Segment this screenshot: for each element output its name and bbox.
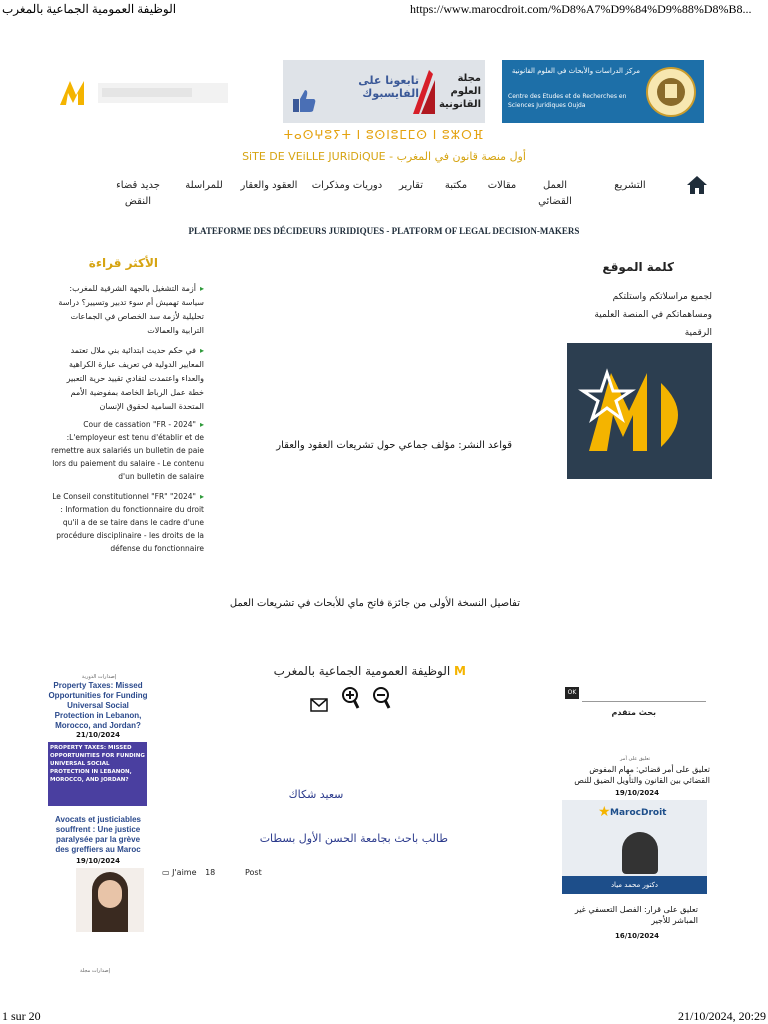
- center-text-ar: مركز الدراسات والأبحاث في العلوم القانونية: [511, 67, 640, 75]
- image-brand: MarocDroit: [610, 808, 667, 818]
- bullet-icon: ▸: [199, 346, 204, 355]
- nav-item-cassation[interactable]: جديد قضاء النقض: [116, 180, 160, 207]
- left-article-date: 21/10/2024: [75, 731, 121, 739]
- facebook-text: تابعونا على الفايسبوك: [358, 74, 419, 100]
- left-article-title[interactable]: Property Taxes: Missed Opportunities for Funding Universal Social Protection in Lebanon, Morocco, and Jordan?: [48, 681, 148, 730]
- center-emblem-icon: [644, 66, 698, 118]
- right-article-date: 19/10/2024: [614, 789, 660, 797]
- image-caption: دكتور محمد مياد: [562, 876, 707, 894]
- journal-text: مجلة العلوم القانونية: [438, 73, 481, 110]
- thumbs-up-icon: [291, 88, 317, 114]
- bullet-icon: ▸: [199, 492, 204, 501]
- like-icon: ▭: [162, 868, 170, 877]
- right-article-title[interactable]: تعليق على أمر قضائي: مهام المفوض القضائي بين القانون والتأويل الضيق للنص: [574, 765, 710, 785]
- research-center-banner[interactable]: [502, 60, 704, 123]
- marocdroit-logo-icon: [58, 75, 238, 109]
- post-button[interactable]: Post: [245, 868, 262, 877]
- site-logo[interactable]: [58, 75, 238, 109]
- left-article-date: 19/10/2024: [75, 857, 121, 865]
- tagline-text: أول منصة قانون في المغرب - SiTE DE VEiLLE JURiDiQUE: [242, 150, 526, 163]
- md-small-logo-icon: M: [454, 664, 466, 678]
- person-photo: [622, 832, 658, 874]
- left-article-kicker: إصدارات الدورية: [81, 674, 117, 680]
- nav-item-articles[interactable]: مقالات: [487, 180, 517, 191]
- site-word-heading: كلمة الموقع: [602, 260, 674, 274]
- prize-details-link[interactable]: تفاصيل النسخة الأولى من جائزة فاتح ماي للأبحاث في تشريعات العمل: [229, 598, 520, 609]
- image-star-icon: ★: [598, 804, 611, 820]
- print-footer-datetime: 21/10/2024, 20:29: [677, 1009, 766, 1023]
- nav-item-library[interactable]: مكتبة: [444, 180, 468, 191]
- print-header-title: الوظيفة العمومية الجماعية بالمغرب: [2, 2, 177, 16]
- nav-item-jurisprudence[interactable]: العمل القضائي: [538, 180, 572, 207]
- nav-item-reports[interactable]: تقارير: [398, 180, 424, 191]
- image-text: PROPERTY TAXES: MISSED OPPORTUNITIES FOR FUNDING UNIVERSAL SOCIAL PROTECTION IN LEBANON, MOROCCO, AND JORDAN?: [50, 745, 145, 783]
- print-footer-page: 1 sur 20: [2, 1009, 41, 1023]
- article-title: M الوظيفة العمومية الجماعية بالمغرب: [273, 664, 466, 678]
- person-face: [98, 880, 122, 908]
- nav-item-contracts[interactable]: العقود والعقار: [240, 180, 298, 191]
- publishing-rules-link[interactable]: قواعد النشر: مؤلف جماعي حول تشريعات العقود والعقار: [276, 440, 512, 451]
- right-article-kicker: تعليق على أمر: [620, 756, 650, 762]
- bullet-icon: ▸: [199, 284, 204, 293]
- center-text-fr: Centre des Etudes et de Recherches en Sciences Juridiques Oujda: [508, 93, 627, 109]
- print-header-url: https://www.marocdroit.com/%D8%A7%D9%84%D9%88%D8%B8...: [410, 2, 752, 16]
- search-input[interactable]: [582, 683, 706, 702]
- most-read-item[interactable]: ▸Cour de cassation "FR - 2024" :L'employeur est tenu d'établir et de remettre aux salariés un bulletin de paie lors du paiement du salaire - Le contenu d'un bulletin de salaire: [51, 420, 204, 481]
- search-ok-button[interactable]: OK: [565, 687, 579, 699]
- site-word-text: لجميع مراسلاتكم واستلتكم ومساهماتكم في المنصة العلمية الرقمية: [594, 292, 712, 338]
- bottom-kicker: إصدارات مجلة: [80, 968, 110, 974]
- nav-item-legislation[interactable]: التشريع: [614, 180, 646, 191]
- right-article-title[interactable]: تعليق على قرار: الفصل التعسفي غير المباشر للأجير: [574, 905, 698, 925]
- like-button[interactable]: ▭ J'aime 18: [162, 868, 216, 877]
- right-article-date: 16/10/2024: [614, 932, 660, 940]
- email-icon[interactable]: [310, 698, 328, 712]
- author-name: سعيد شكاك: [288, 788, 344, 801]
- author-description: طالب باحث بجامعة الحسن الأول بسطات: [259, 832, 448, 845]
- left-article-image[interactable]: [48, 742, 147, 806]
- most-read-item[interactable]: ▸أزمة التشغيل بالجهة الشرقية للمغرب: سياسة تهميش أم سوء تدبير وتسيير؟ دراسة تحليلية لأزمة سد الخصاص في الجماعات الترابية والعمالات: [58, 284, 204, 335]
- left-article-title[interactable]: Avocats et justiciables souffrent : Une justice paralysée par la grève des greffiers au Maroc: [55, 815, 141, 854]
- home-icon[interactable]: [686, 175, 708, 195]
- site-logo-square: [567, 343, 712, 479]
- tagline-tifinagh: ⵜⴰⵙⵖⵓⵢⵜ ⵏ ⵓⵙⵏⵓⵎⵎⵙ ⵏ ⵓⵣⵔⴼ: [283, 128, 485, 142]
- facebook-banner[interactable]: [283, 60, 485, 123]
- nav-item-contact[interactable]: للمراسلة: [185, 180, 223, 191]
- left-article-image[interactable]: [76, 868, 144, 932]
- platform-title: PLATEFORME DES DÉCIDEURS JURIDIQUES - PLATFORM OF LEGAL DECISION-MAKERS: [188, 226, 580, 236]
- marocdroit-md-icon: [567, 343, 712, 479]
- right-article-image[interactable]: [562, 800, 707, 894]
- bullet-icon: ▸: [199, 420, 204, 429]
- most-read-item[interactable]: ▸في حكم حديث ابتدائية بني ملال تعتمد المعايير الدولية في تعريف عبارة الكراهية والعداء واعتمدت لتفادي تقييد حرية التعبير خطة عمل الرباط الخاصة بمفوضية الأمم المتحدة السامية لحقوق الإنسان: [66, 346, 204, 411]
- nav-item-periodicals[interactable]: دوريات ومذكرات: [311, 180, 383, 191]
- advanced-search-link[interactable]: بحث متقدم: [611, 708, 656, 717]
- most-read-heading: الأكثر قراءة: [88, 256, 158, 270]
- zoom-in-icon[interactable]: [341, 686, 361, 710]
- most-read-item[interactable]: ▸Le Conseil constitutionnel "FR" "2024" : Information du fonctionnaire du droit qu'il a de se taire dans le cadre d'une procédure disciplinaire - les droits de la défense du fonctionnaire: [52, 492, 204, 553]
- zoom-out-icon[interactable]: [372, 686, 392, 710]
